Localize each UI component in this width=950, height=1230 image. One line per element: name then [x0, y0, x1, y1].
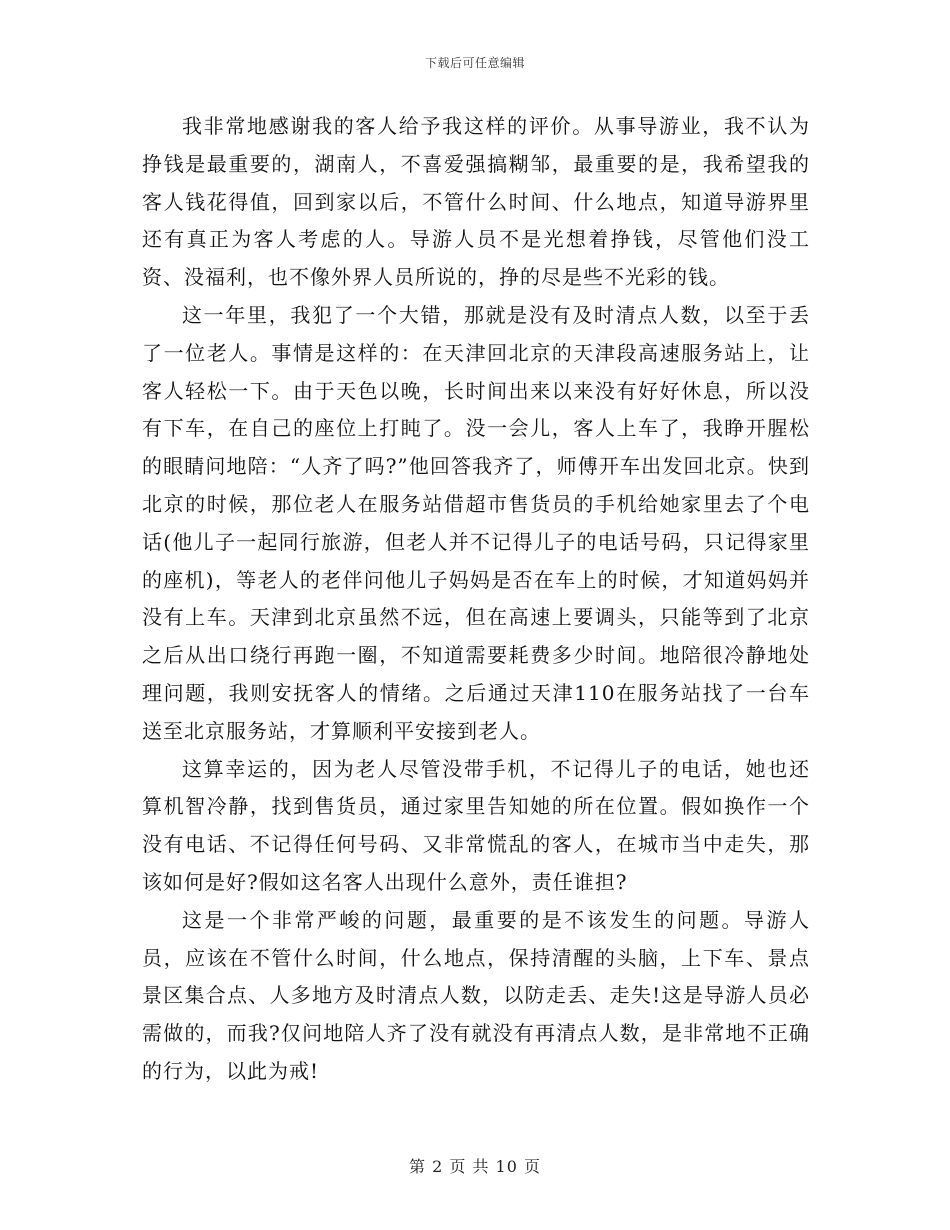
document-body: [142, 108, 810, 1091]
paragraph-1: 我非常地感谢我的客人给予我这样的评价。从事导游业，我不认为挣钱是最重要的，湖南人，不喜爱强搞糊邹，最重要的是，我希望我的客人钱花得值，回到家以后，不管什么时间、什么地点，知道导游界里还有真正为客人考虑的人。导游人员不是光想着挣钱，尽管他们没工资、没福利，也不像外界人员所说的，挣的尽是些不光彩的钱。: [142, 114, 810, 290]
paragraph-3: 这算幸运的，因为老人尽管没带手机，不记得儿子的电话，她也还算机智冷静，找到售货员，通过家里告知她的所在位置。假如换作一个没有电话、不记得任何号码、又非常慌乱的客人，在城市当中走失，那该如何是好?假如这名客人出现什么意外，责任谁担?: [142, 756, 810, 894]
page-footer: 第 2 页 共 10 页: [409, 1157, 541, 1176]
page-header: 下载后可任意编辑: [424, 56, 525, 70]
paragraph-4: 这是一个非常严峻的问题，最重要的是不该发生的问题。导游人员，应该在不管什么时间，什么地点，保持清醒的头脑，上下车、景点景区集合点、人多地方及时清点人数，以防走丢、走失!这是导游人员必需做的，而我?仅问地陪人齐了没有就没有再清点人数，是非常地不正确的行为，以此为戒!: [142, 907, 810, 1083]
paragraph-2: 这一年里，我犯了一个大错，那就是没有及时清点人数，以至于丢了一位老人。事情是这样的：在天津回北京的天津段高速服务站上，让客人轻松一下。由于天色以晚，长时间出来以来没有好好休息，所以没有下车，在自己的座位上打盹了。没一会儿，客人上车了，我睁开腥松的眼睛问地陪：“人齐了吗?”他回答我齐了，师傅开车出发回北京。快到北京的时候，那位老人在服务站借超市售货员的手机给她家里去了个电话(他儿子一起同行旅游，但老人并不记得儿子的电话号码，只记得家里的座机)，等老人的老伴问他儿子妈妈是否在车上的时候，才知道妈妈并没有上车。天津到北京虽然不远，但在高速上要调头，只能等到了北京之后从出口绕行再跑一圈，不知道需要耗费多少时间。地陪很冷静地处理问题，我则安抚客人的情绪。之后通过天津110在服务站找了一台车送至北京服务站，才算顺利平安接到老人。: [142, 302, 810, 743]
